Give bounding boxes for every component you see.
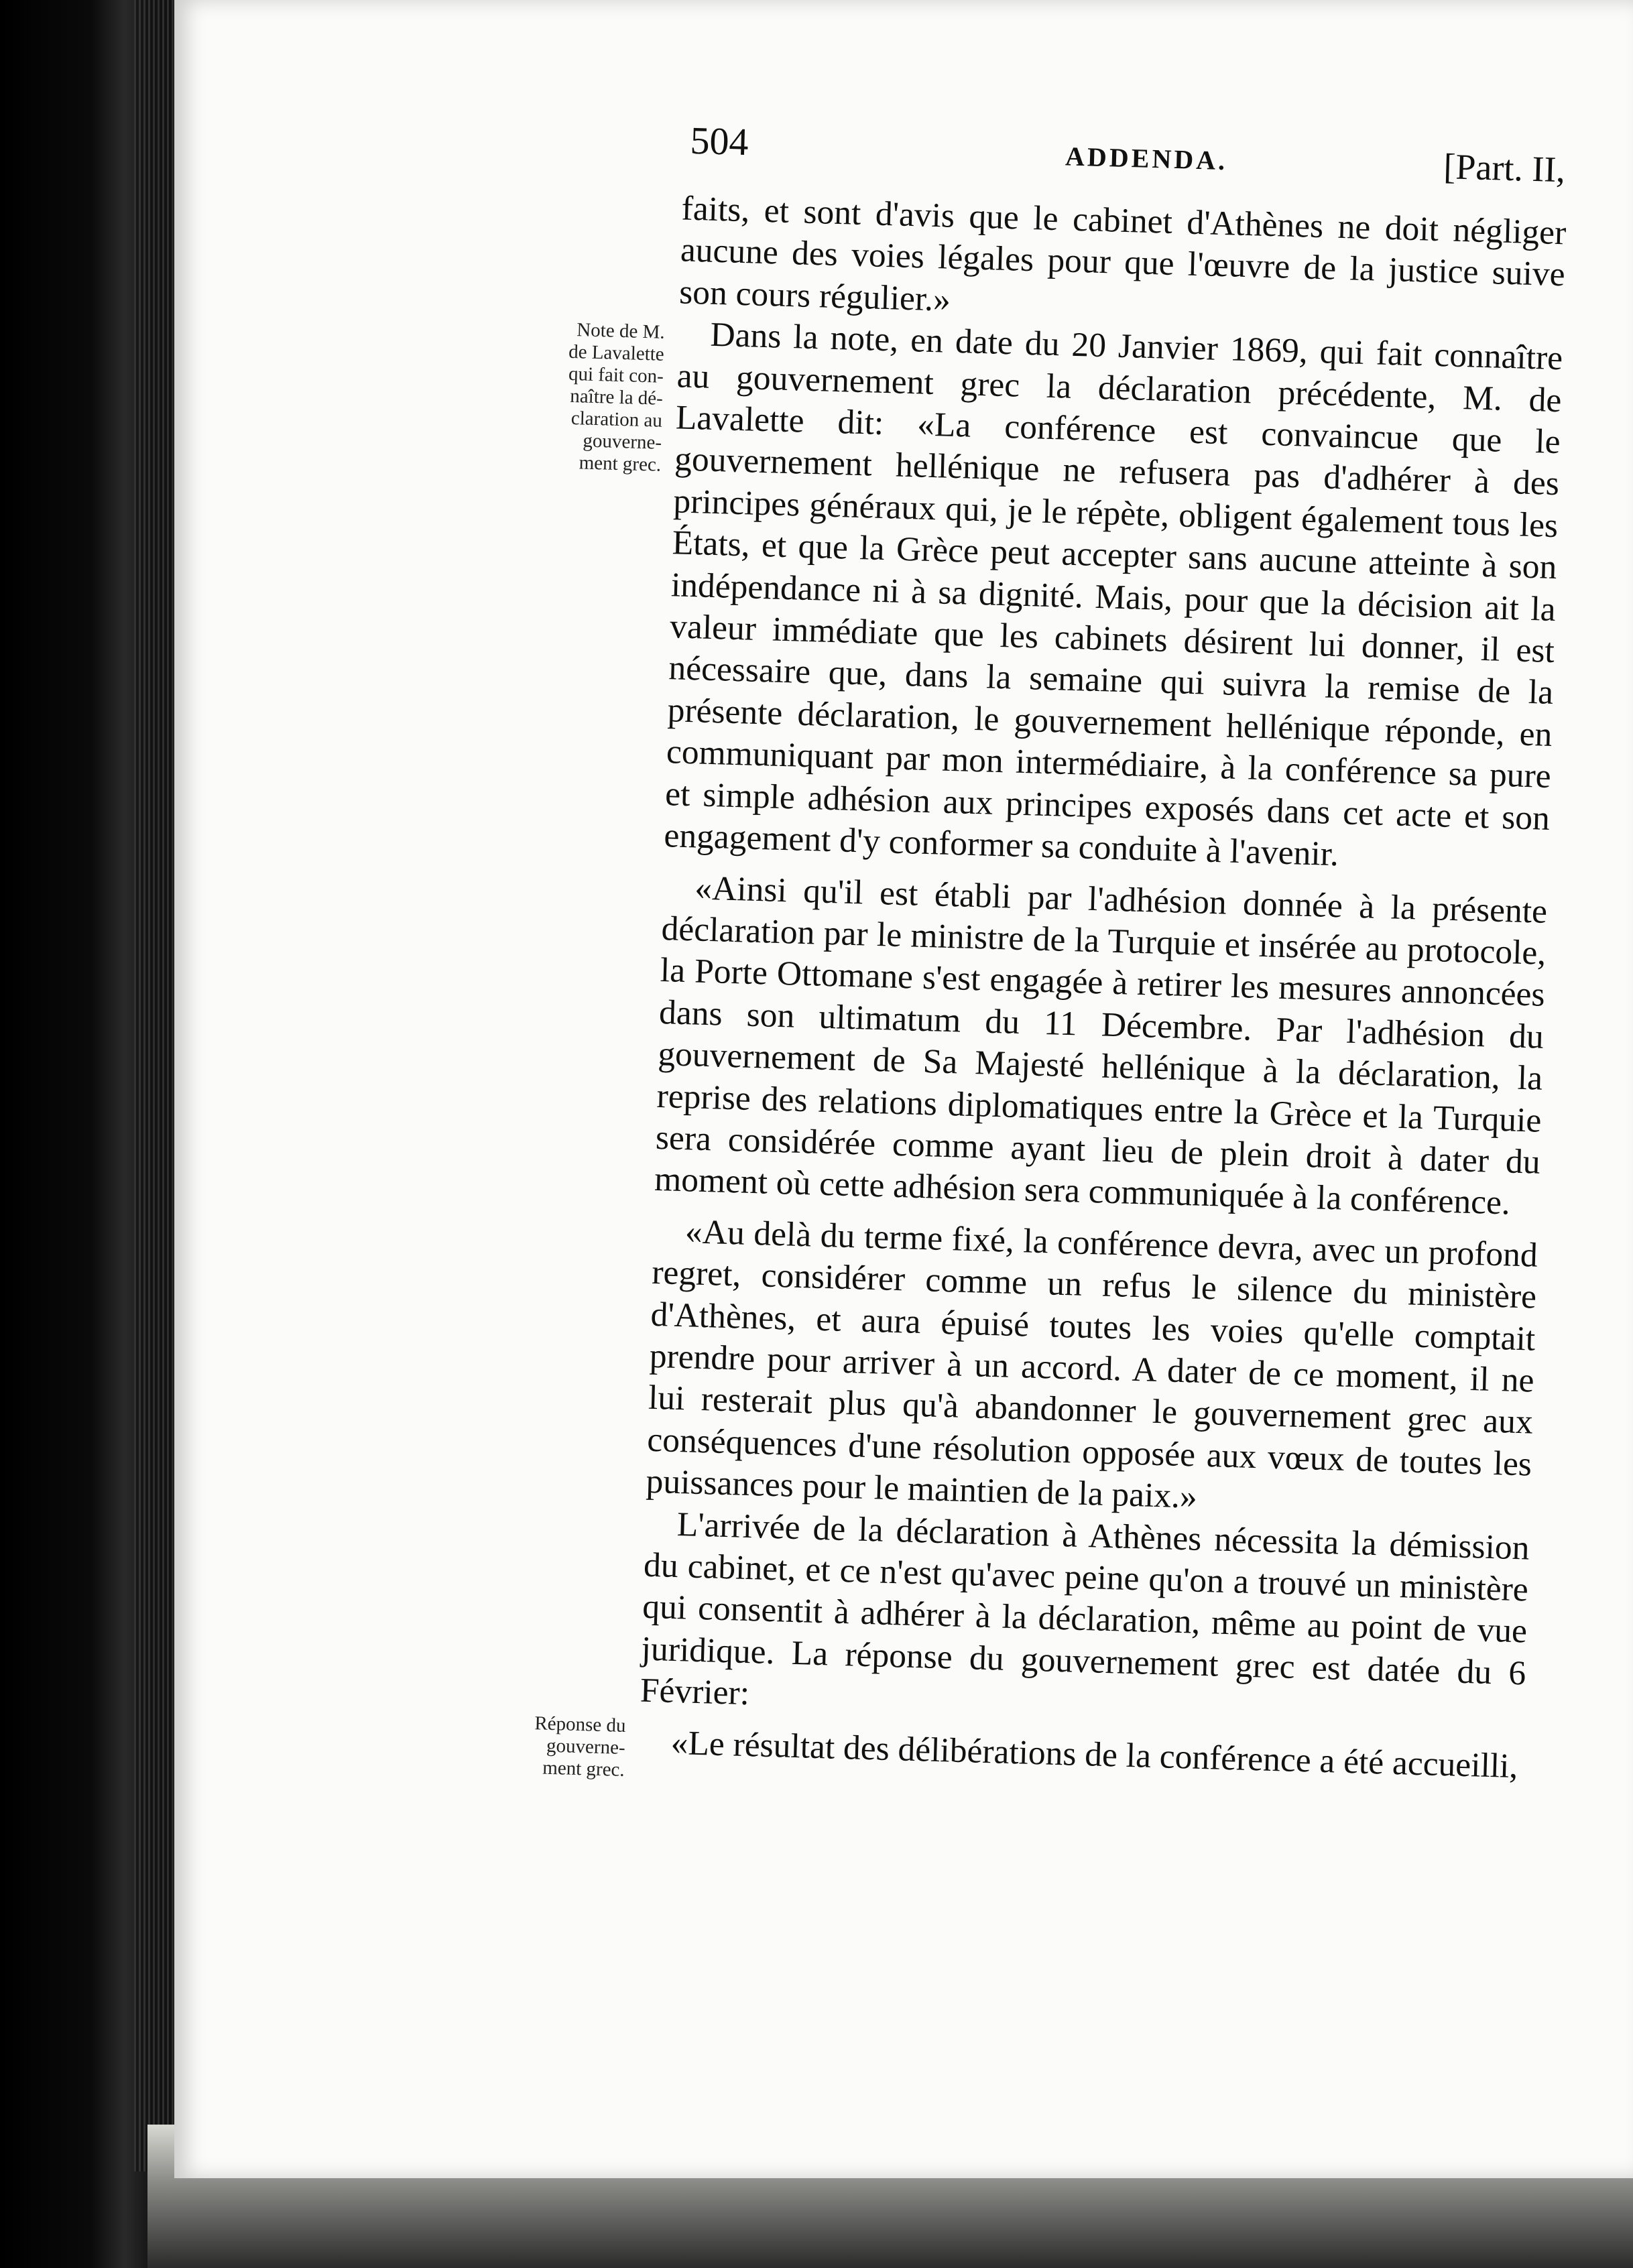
paragraph: «Au delà du terme fixé, la conférence devra, avec un profond regret, considérer comme un refus le silence du ministère d'Athènes, et aura épuisé toutes les voies qu'elle comptait prendre pour arriver à un accord. A dater de ce moment, il ne lui resterait plus qu'à abandonner le gouvernement grec aux conséquences d'une résolution opposée aux vœux de toutes les puissances pour le maintien de la paix.» (645, 1212, 1538, 1516)
sidenote-line: gouverne- (546, 1735, 626, 1759)
paragraph: faits, et sont d'avis que le cabinet d'Athènes ne doit négliger aucune des voies légales pour que l'œuvre de la justice suive son cours régulier.» (678, 189, 1567, 319)
sidenote-line: de Lavalette (568, 340, 665, 365)
sidenote-line: claration au (570, 407, 663, 432)
sidenote-line: qui fait con- (568, 363, 664, 387)
sidenote-line: naître la dé- (569, 385, 664, 410)
page-content (117, 0, 1633, 2198)
paragraph: Dans la note, en date du 20 Janvier 1869, qui fait connaître au gouvernement grec la déclaration précédente, M. de Lavalette dit: «La conférence est convaincue que le gouvernement hellénique ne refusera pas d'adhérer à des principes généraux qui, je le répète, obligent également tous les États, et que la Grèce peut accepter sans aucune atteinte à son indépendance ni à sa dignité. Mais, pour que la décision ait la valeur immédiate que les cabinets désirent lui donner, il est nécessaire que, dans la semaine qui suivra la remise de la présente déclaration, le gouvernement hellénique réponde, en communiquant par mon intermédiaire, à la conférence sa pure et simple adhésion aux principes exposés dans cet acte et son engagement d'y conformer sa conduite à l'avenir. (663, 315, 1563, 874)
running-title: ADDENDA. (1065, 141, 1228, 176)
running-head (689, 118, 1566, 202)
sidenote-reponse (457, 1710, 626, 1781)
paragraph: «Ainsi qu'il est établi par l'adhésion donnée à la présente déclaration par le ministre de la Turquie et insérée au protocole, la Porte Ottomane s'est engagée à retirer les mesures annoncées dans son ultimatum du 11 Décembre. Par l'adhésion du gouvernement de Sa Majesté hellénique à la déclaration, la reprise des relations diplomatiques entre la Grèce et la Turquie sera considérée comme ayant lieu de plein droit à dater du moment où cette adhésion sera communiquée à la conférence. (654, 868, 1548, 1222)
page-number: 504 (689, 118, 749, 164)
body-text (638, 188, 1567, 1787)
paragraph: L'arrivée de la déclaration à Athènes nécessita la démission du cabinet, et ce n'est qu'avec peine qu'on a trouvé un ministère qui consentit à adhérer à la déclaration, même au point de vue juridique. La réponse du gouvernement grec est datée du 6 Février: (640, 1505, 1530, 1713)
book-page (174, 0, 1633, 2178)
part-label: [Part. II, (1443, 146, 1566, 190)
sidenote-line: ment grec. (579, 452, 662, 476)
sidenote-line: Réponse du (534, 1712, 626, 1737)
sidenote-line: Note de M. (576, 319, 666, 343)
sidenote-line: ment grec. (542, 1757, 625, 1781)
sidenote-lavalette (500, 317, 665, 477)
paragraph: «Le résultat des délibérations de la conférence a été accueilli, (670, 1723, 1519, 1785)
sidenote-line: gouverne- (583, 430, 662, 454)
